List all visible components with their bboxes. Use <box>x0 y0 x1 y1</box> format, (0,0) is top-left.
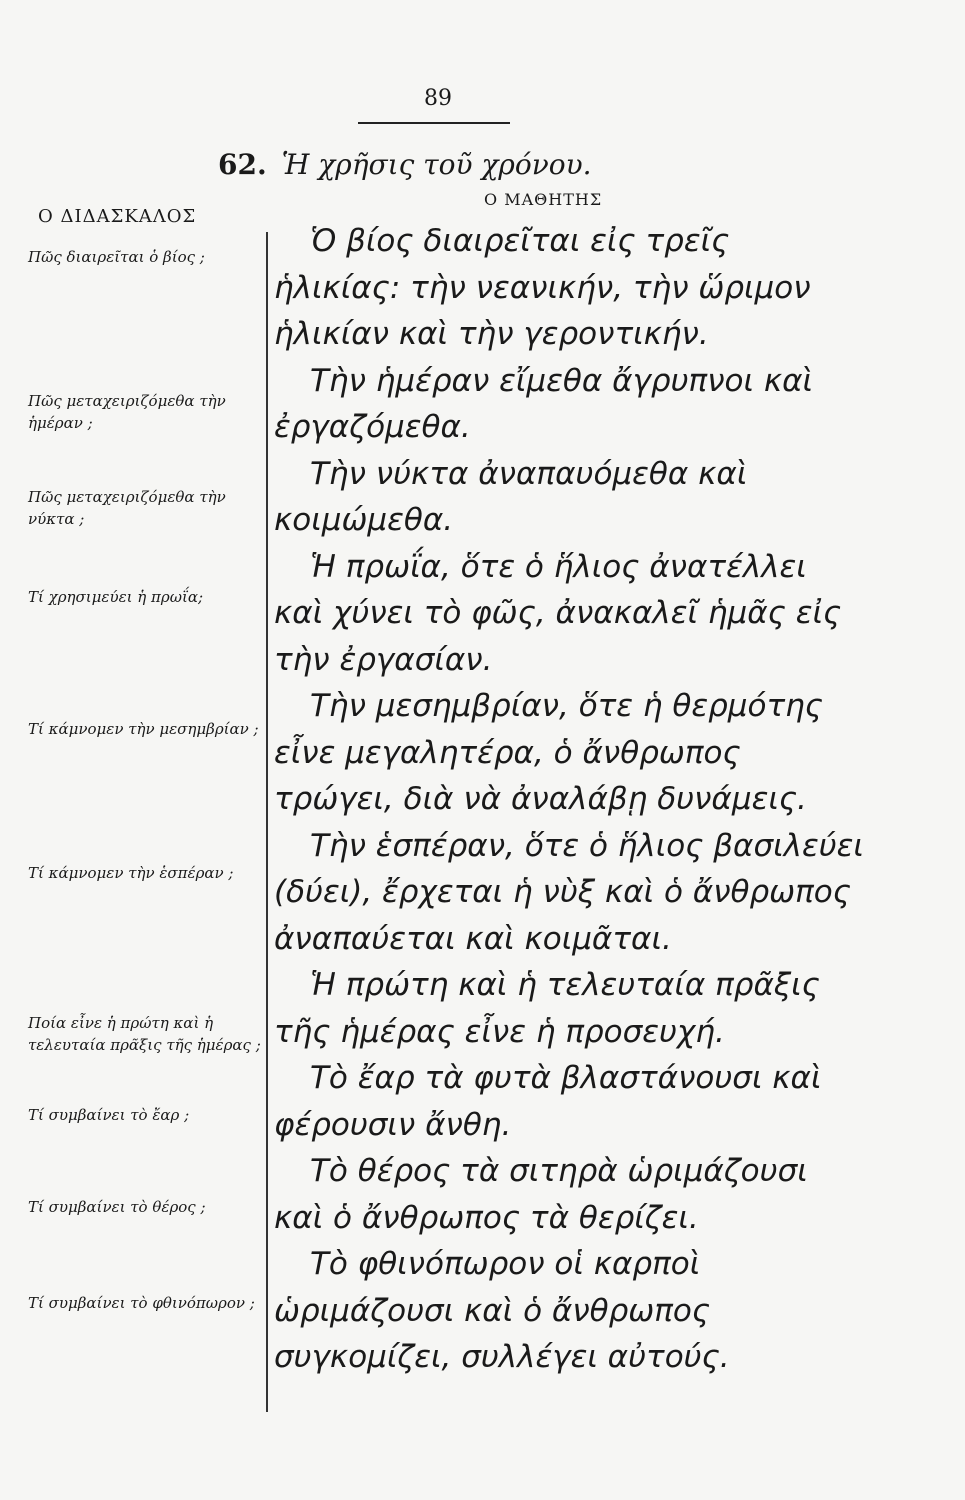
student-answer: Ἡ πρώτη καὶ ἡ τελευταία πρᾶξις τῆς ἡμέρας εἶνε ἡ προσευχή. <box>274 967 820 1050</box>
teacher-question: Τί κάμνομεν τὴν ἑσπέραν ; <box>28 864 234 882</box>
teacher-question: Ποία εἶνε ἡ πρώτη καὶ ἡ τελευταία πρᾶξις τῆς ἡμέρας ; <box>28 1014 261 1054</box>
teacher-question: Πῶς μεταχειριζόμεθα τὴν νύκτα ; <box>28 488 226 528</box>
teacher-column-title: Ο ΔΙΔΑΣΚΑΛΟΣ <box>38 206 197 227</box>
student-column-title: Ο ΜΑΘΗΤΗΣ <box>484 190 603 209</box>
student-answer: Τὴν μεσημβρίαν, ὅτε ἡ θερμότης εἶνε μεγαλητέρα, ὁ ἄνθρωπος τρώγει, διὰ νὰ ἀναλάβῃ δυνάμεις. <box>274 688 823 817</box>
student-answer: Τὴν ἡμέραν εἴμεθα ἄγρυπνοι καὶ ἐργαζόμεθα. <box>274 362 814 445</box>
student-answer: Τὸ θέρος τὰ σιτηρὰ ὡριμάζουσι καὶ ὁ ἄνθρωπος τὰ θερίζει. <box>274 1153 808 1236</box>
student-answer: Ὁ βίος διαιρεῖται εἰς τρεῖς ἡλικίας: τὴν νεανικήν, τὴν ὥριμον ἡλικίαν καὶ τὴν γεροντικήν. <box>274 223 811 352</box>
teacher-question: Πῶς διαιρεῖται ὁ βίος ; <box>28 248 205 266</box>
student-answer: Τὴν ἑσπέραν, ὅτε ὁ ἥλιος βασιλεύει (δύει), ἔρχεται ἡ νὺξ καὶ ὁ ἄνθρωπος ἀναπαύεται καὶ κοιμᾶται. <box>274 827 864 957</box>
teacher-question: Πῶς μεταχειριζόμεθα τὴν ἡμέραν ; <box>28 392 226 432</box>
teacher-question: Τί συμβαίνει τὸ θέρος ; <box>28 1198 206 1216</box>
column-divider <box>266 232 268 1412</box>
student-answer: Τὸ ἔαρ τὰ φυτὰ βλαστάνουσι καὶ φέρουσιν ἄνθη. <box>274 1060 822 1143</box>
teacher-question: Τί συμβαίνει τὸ φθινόπωρον ; <box>28 1294 255 1312</box>
teacher-question: Τί χρησιμεύει ἡ πρωΐα; <box>28 588 204 606</box>
page-number: 89 <box>424 86 452 111</box>
student-answer: Τὴν νύκτα ἀναπαυόμεθα καὶ κοιμώμεθα. <box>274 455 748 538</box>
teacher-question: Τί συμβαίνει τὸ ἔαρ ; <box>28 1106 190 1124</box>
lesson-number: 62. <box>218 148 267 181</box>
lesson-title: Ἡ χρῆσις τοῦ χρόνου. <box>281 148 592 181</box>
lesson-heading <box>218 148 698 181</box>
student-answers <box>274 218 864 1381</box>
header-rule <box>358 122 510 124</box>
student-answer: Ἡ πρωΐα, ὅτε ὁ ἥλιος ἀνατέλλει καὶ χύνει τὸ φῶς, ἀνακαλεῖ ἡμᾶς εἰς τὴν ἐργασίαν. <box>274 548 842 678</box>
teacher-question: Τί κάμνομεν τὴν μεσημβρίαν ; <box>28 720 259 738</box>
student-answer: Τὸ φθινόπωρον οἱ καρποὶ ὡριμάζουσι καὶ ὁ ἄνθρωπος συγκομίζει, συλλέγει αὐτούς. <box>274 1246 730 1375</box>
